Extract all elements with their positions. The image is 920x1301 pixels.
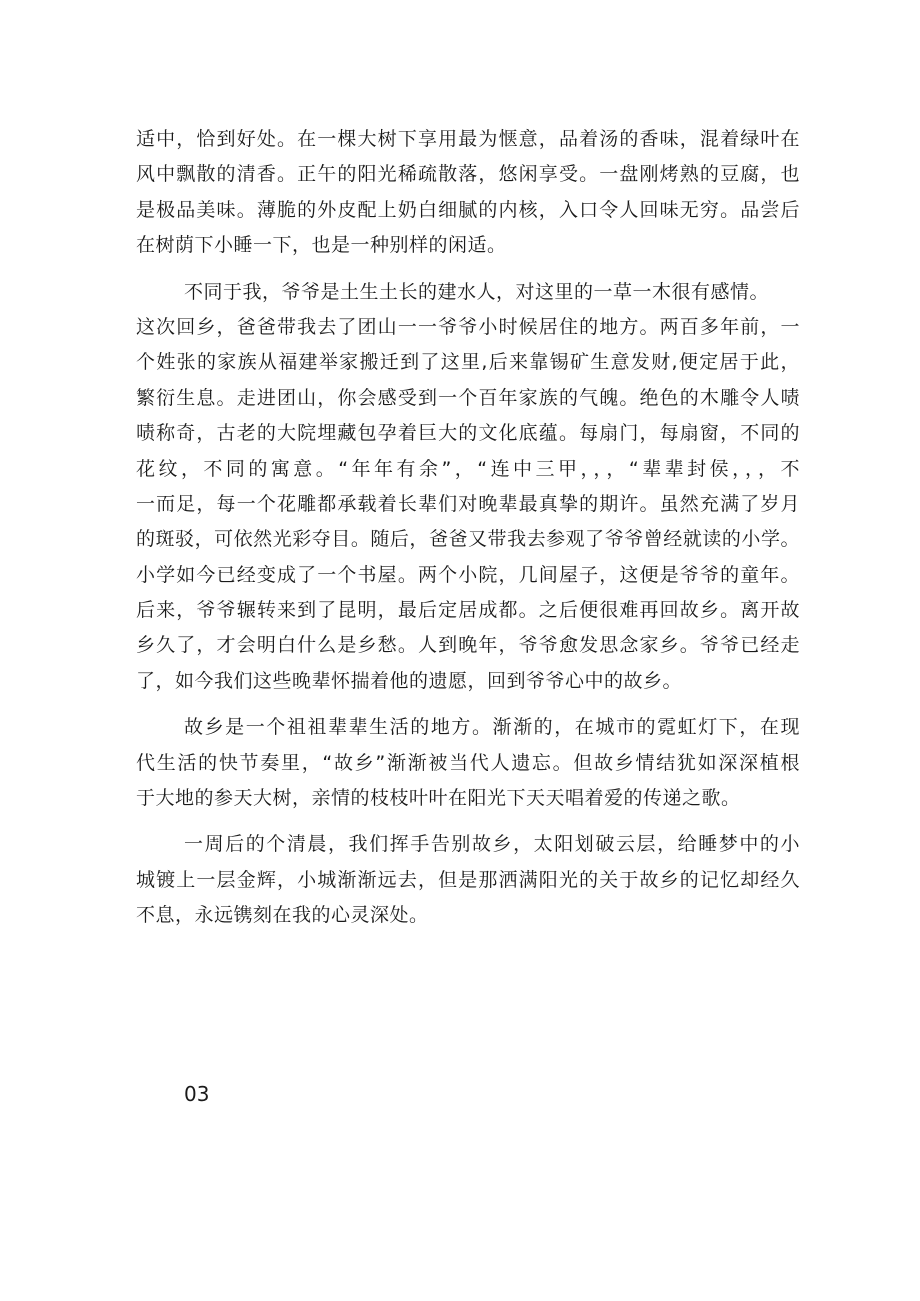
paragraph-4 xyxy=(136,827,800,933)
text-line: 是极品美味。薄脆的外皮配上奶白细腻的内核，入口令人回味无穷。品尝后 xyxy=(136,198,800,221)
text-line: 不息，永远镌刻在我的心灵深处。 xyxy=(136,904,429,927)
text-line: 啧称奇，古老的大院埋藏包孕着巨大的文化底蕴。每扇门，每扇窗，不同的 xyxy=(136,422,800,445)
text-line: 一而足，每一个花雕都承载着长辈们对晚辈最真挚的期许。虽然充满了岁月 xyxy=(136,492,800,515)
section-number: 03 xyxy=(184,1082,210,1106)
text-line: 了，如今我们这些晚辈怀揣着他的遗愿，回到爷爷心中的故乡。 xyxy=(136,669,683,692)
text-line: 后来，爷爷辗转来到了昆明，最后定居成都。之后便很难再回故乡。离开故 xyxy=(136,599,800,622)
text-line: 花纹，不同的寓意。“年年有余”，“连中三甲，，，“辈辈封侯，，，不 xyxy=(136,457,800,480)
paragraph-2 xyxy=(136,275,800,700)
text-line: 故乡是一个祖祖辈辈生活的地方。渐渐的，在城市的霓虹灯下，在现 xyxy=(184,716,800,739)
text-line: 的斑驳，可依然光彩夺目。随后，爸爸又带我去参观了爷爷曾经就读的小学。 xyxy=(136,528,800,551)
text-line: 繁衍生息。走进团山，你会感受到一个百年家族的气魄。绝色的木雕令人啧 xyxy=(136,386,800,409)
paragraph-1 xyxy=(136,122,800,264)
text-line: 个姓张的家族从福建举家搬迁到了这里,后来靠锡矿生意发财,便定居于此， xyxy=(136,351,800,374)
text-line: 代生活的快节奏里，“故乡”渐渐被当代人遗忘。但故乡情结犹如深深植根 xyxy=(136,751,800,774)
text-line: 不同于我，爷爷是土生土长的建水人，对这里的一草一木很有感情。 xyxy=(184,280,770,303)
body-text xyxy=(136,122,800,945)
text-line: 一周后的个清晨，我们挥手告别故乡，太阳划破云层，给睡梦中的小 xyxy=(184,833,800,856)
text-line: 风中飘散的清香。正午的阳光稀疏散落，悠闲享受。一盘刚烤熟的豆腐，也 xyxy=(136,163,800,186)
text-line: 乡久了，才会明白什么是乡愁。人到晚年，爷爷愈发思念家乡。爷爷已经走 xyxy=(136,634,800,657)
text-line: 城镀上一层金辉，小城渐渐远去，但是那洒满阳光的关于故乡的记忆却经久 xyxy=(136,868,800,891)
text-line: 于大地的参天大树，亲情的枝枝叶叶在阳光下天天唱着爱的传递之歌。 xyxy=(136,787,741,810)
text-line: 小学如今已经变成了一个书屋。两个小院，几间屋子，这便是爷爷的童年。 xyxy=(136,563,800,586)
text-line: 适中，恰到好处。在一棵大树下享用最为惬意，品着汤的香味，混着绿叶在 xyxy=(136,128,800,150)
text-line: 这次回乡，爸爸带我去了团山一一爷爷小时候居住的地方。两百多年前，一 xyxy=(136,315,800,338)
paragraph-3 xyxy=(136,710,800,816)
text-line: 在树荫下小睡一下，也是一种别样的闲适。 xyxy=(136,234,507,257)
